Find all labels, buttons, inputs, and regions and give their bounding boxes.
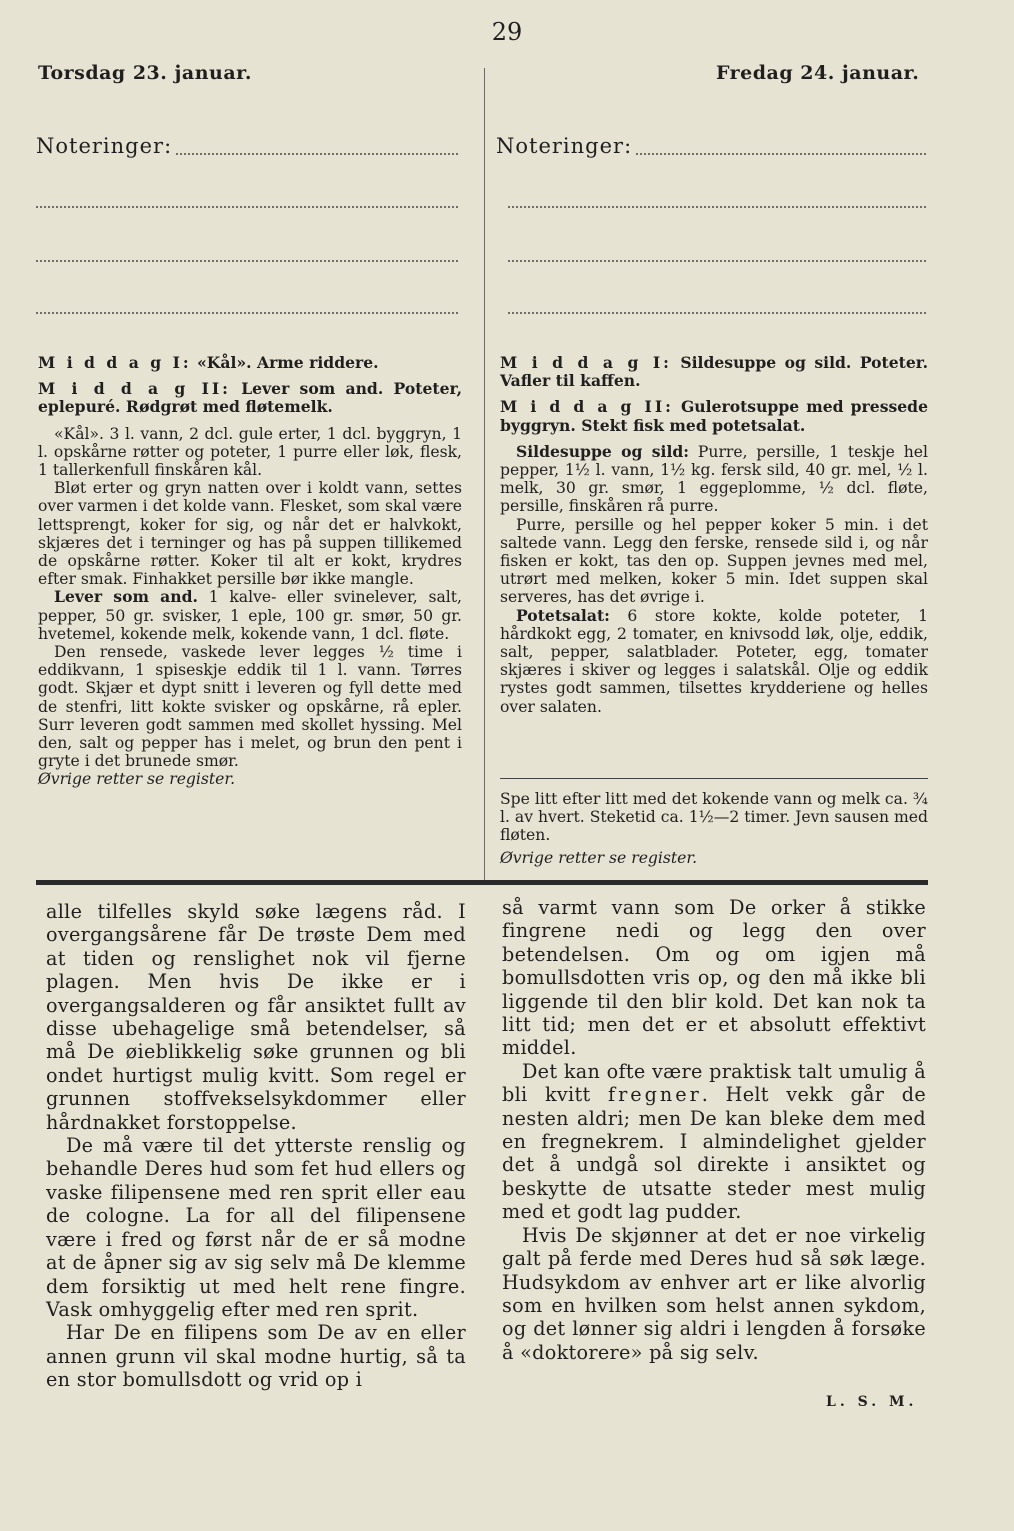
right-potetsalat: Potetsalat: 6 store kokte, kolde poteter, 1 hårdkokt egg, 2 tomater, en knivsodd løk, olje, eddik, salt, pepper, salatblader. Poteter, egg, tomater skjæres i skiver og legges i salatskål. Olje og eddik rystes godt sammen, tilsettes krydderiene og helles over salaten. <box>500 605 928 716</box>
left-menu-1: M i d d a g I: «Kål». Arme riddere. <box>38 353 379 372</box>
right-notes-line <box>636 153 926 155</box>
left-lever-method: Den rensede, vaskede lever legges ½ time i eddikvann, 1 spiseskje eddik til 1 l. vann. Tørres godt. Skjær et dypt snitt i leveren og fyll dette med de stenfri, litt kokte svisker og opskårne, rå epler. Surr leveren godt sammen med skollet hyssing. Mel den, salt og pepper has i melet, og brun den pent i gryte i det brunede smør. <box>38 643 462 771</box>
left-recipe-ingredients: «Kål». 3 l. vann, 2 dcl. gule erter, 1 dcl. byggryn, 1 l. opskårne røtter og poteter, 1 purre eller løk, flesk, 1 tallerkenfull finskåren kål. <box>38 424 462 480</box>
right-day-heading: Fredag 24. januar. <box>716 62 920 84</box>
article-right-column <box>502 896 926 1364</box>
right-notes-line <box>508 312 926 314</box>
right-menu-1: M i d d a g I: Sildesuppe og sild. Poteter. Vafler til kaffen. <box>500 353 929 391</box>
right-notes-line <box>508 260 926 262</box>
left-notes-line <box>36 260 458 262</box>
section-divider <box>36 880 928 885</box>
right-sild-ingredients: Sildesuppe og sild: Purre, persille, 1 teskje hel pepper, 1½ l. vann, 1½ kg. fersk sild, 40 gr. mel, ½ l. melk, 30 gr. smør, 1 eggeplomme, ½ dcl. fløte, persille, finskåren rå purre. <box>500 441 928 516</box>
right-recipe-column <box>500 354 928 716</box>
left-notes-label: Noteringer: <box>36 134 173 158</box>
left-other-dishes: Øvrige retter se register. <box>38 770 236 789</box>
right-notes-label: Noteringer: <box>496 134 633 158</box>
left-recipe-column <box>38 354 462 789</box>
recipe-separator <box>500 778 928 779</box>
right-notes-line <box>508 206 926 208</box>
left-notes-line <box>36 312 458 314</box>
right-sild-method: Purre, persille og hel pepper koker 5 min. i det saltede vann. Legg den ferske, rensede sild i, og når fisken er kokt, tas den op. Suppen jevnes med mel, utrørt med melken, koker 5 min. Idet suppen skal serveres, has det øvrige i. <box>500 515 928 607</box>
column-divider <box>484 68 485 884</box>
left-lever-ingredients: Lever som and. 1 kalve- eller svinelever, salt, pepper, 50 gr. svisker, 1 eple, 100 gr. smør, 50 gr. hvetemel, kokende melk, kokende vann, 1 dcl. fløte. <box>38 587 462 643</box>
left-notes-line <box>176 153 458 155</box>
article-paragraph: Har De en filipens som De av en eller annen grunn vil skal modne hurtig, så ta en stor bomullsdott og vrid op i <box>46 1321 466 1392</box>
article-paragraph: De må være til det ytterste renslig og behandle Deres hud som fet hud ellers og vaske filipensene med ren sprit eller eau de cologne. La for all del filipensene være i fred og først når de er så modne at de åpner sig av sig selv må De klemme dem forsiktig ut med helt rene fingre. Vask omhyggelig efter med ren sprit. <box>46 1134 466 1321</box>
article-paragraph: Hvis De skjønner at det er noe virkelig galt på ferde med Deres hud så søk læge. Hudsykdom av enhver art er like alvorlig som en hvilken som helst annen sykdom, og det lønner sig aldri i lengden å forsøke å «doktorere» på sig selv. <box>502 1223 926 1364</box>
left-menu-2: M i d d a g II: Lever som and. Poteter, eplepuré. Rødgrøt med fløtemelk. <box>38 379 462 417</box>
right-menu-2: M i d d a g II: Gulerotsuppe med pressede byggryn. Stekt fisk med potetsalat. <box>500 397 928 435</box>
left-recipe-method: Bløt erter og gryn natten over i koldt vann, settes over varmen i det kolde vann. Flesket, som skal være lettsprengt, koker for sig, og når det er halvkokt, skjæres det i terninger og has på suppen tillikemed de opskårne røtter. Koker til alt er kokt, krydres efter smak. Finhakket persille bør ikke mangle. <box>38 479 462 589</box>
right-extra-column <box>500 790 928 867</box>
page-number: 29 <box>491 18 523 46</box>
left-day-heading: Torsdag 23. januar. <box>38 62 253 84</box>
article-paragraph: Det kan ofte være praktisk talt umulig å bli kvitt fregner. Helt vekk går de nesten aldri; men De kan bleke dem med en fregnekrem. I almindelighet gjelder det å undgå sol direkte i ansiktet og beskytte de utsatte steder mest mulig med et godt lag pudder. <box>502 1059 926 1224</box>
left-notes-line <box>36 206 458 208</box>
article-signature: L. S. M. <box>826 1394 918 1410</box>
right-extra-text: Spe litt efter litt med det kokende vann og melk ca. ¾ l. av hvert. Steketid ca. 1½—2 timer. Jevn sausen med fløten. <box>500 790 928 845</box>
article-left-column <box>46 900 466 1392</box>
right-other-dishes: Øvrige retter se register. <box>500 848 698 867</box>
article-paragraph: så varmt vann som De orker å stikke fingrene nedi og legg den over betendelsen. Om og om igjen må bomullsdotten vris op, og den må ikke bli liggende til den blir kold. Det kan nok ta litt tid; men det er et absolutt effektivt middel. <box>502 896 926 1060</box>
article-paragraph: alle tilfelles skyld søke lægens råd. I overgangsårene får De trøste Dem med at tiden og renslighet nok vil fjerne plagen. Men hvis De ikke er i overgangsalderen og får ansiktet fullt av disse ubehagelige små betendelser, så må De øieblikkelig søke grunnen og bli ondet hurtigst mulig kvitt. Som regel er grunnen stoffvekselsykdommer eller hårdnakket forstoppelse. <box>46 900 466 1134</box>
